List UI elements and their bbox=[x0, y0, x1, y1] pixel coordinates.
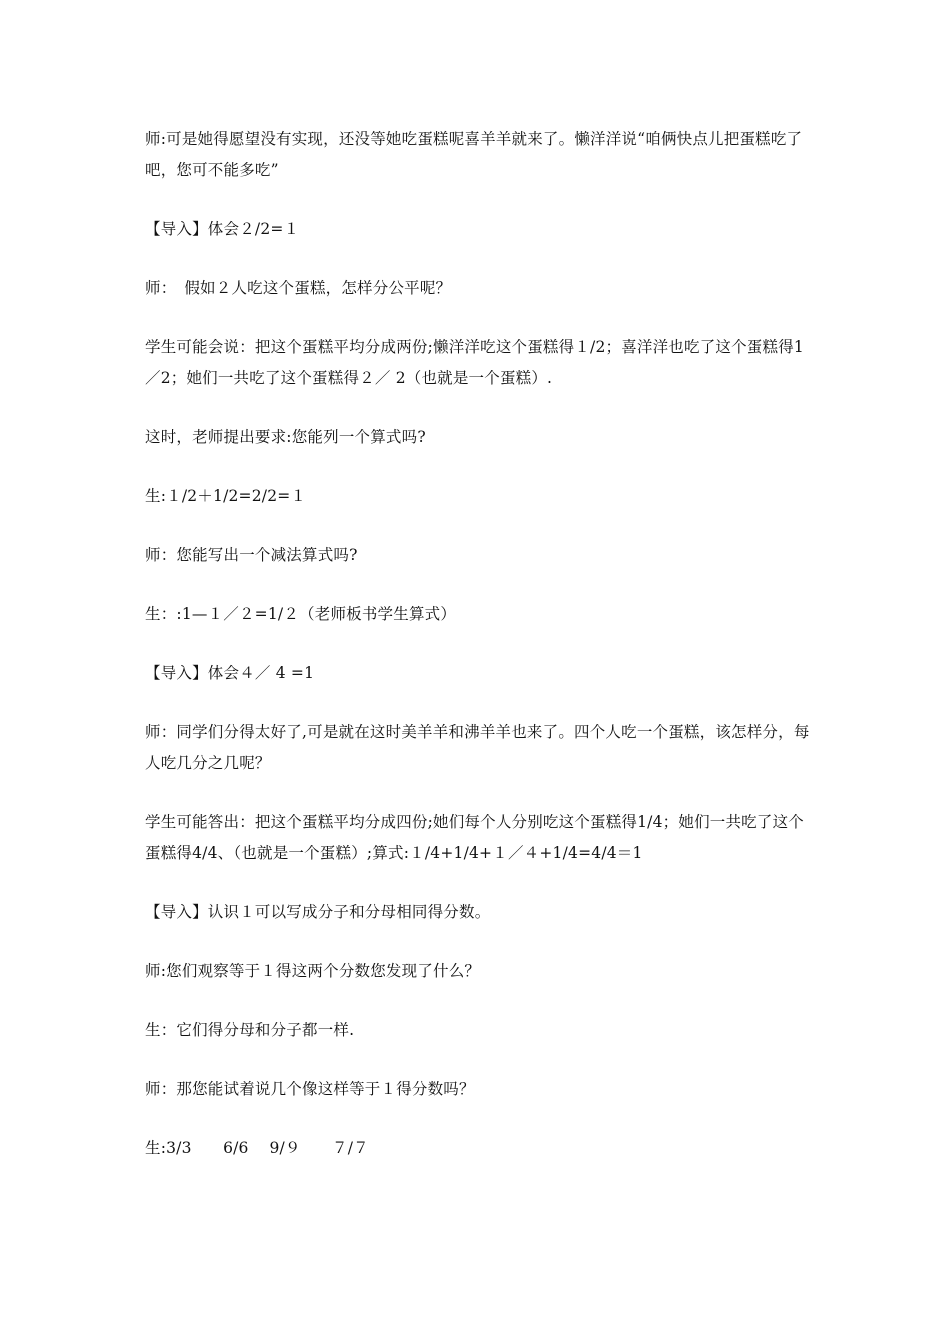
paragraph-teacher-subtraction: 师：您能写出一个减法算式吗? bbox=[145, 546, 358, 564]
paragraph-intro-2-2: 【导入】体会２/2=１ bbox=[145, 220, 300, 238]
paragraph-teacher-four-people: 师：同学们分得太好了,可是就在这时美羊羊和沸羊羊也来了。四个人吃一个蛋糕，该怎样分，每人吃几分之几呢？ bbox=[145, 723, 810, 772]
paragraph-teacher-wish: 师:可是她得愿望没有实现，还没等她吃蛋糕呢喜羊羊就来了。懒洋洋说“咱俩快点儿把蛋糕吃了吧，您可不能多吃” bbox=[145, 130, 803, 179]
paragraph-teacher-request: 这时，老师提出要求:您能列一个算式吗? bbox=[145, 428, 426, 446]
paragraph-teacher-question-two: 师： 假如２人吃这个蛋糕，怎样分公平呢？ bbox=[145, 279, 452, 297]
paragraph-student-subtraction: 生：:1—１／２=1/２（老师板书学生算式） bbox=[145, 605, 457, 623]
paragraph-intro-one-fraction: 【导入】认识１可以写成分子和分母相同得分数。 bbox=[145, 903, 491, 921]
paragraph-student-answer-halves: 学生可能会说：把这个蛋糕平均分成两份;懒洋洋吃这个蛋糕得１/2；喜洋洋也吃了这个蛋糕得1／2；她们一共吃了这个蛋糕得２／ 2（也就是一个蛋糕）. bbox=[145, 338, 804, 387]
paragraph-student-addition: 生:１/2＋1/2=2/2=１ bbox=[145, 487, 307, 505]
document-body bbox=[145, 124, 810, 1192]
paragraph-student-same: 生：它们得分母和分子都一样. bbox=[145, 1021, 355, 1039]
paragraph-teacher-observe: 师:您们观察等于１得这两个分数您发现了什么？ bbox=[145, 962, 481, 980]
paragraph-student-examples: 生:3/3 6/6 9/９ ７/７ bbox=[145, 1139, 369, 1157]
paragraph-student-answer-quarters: 学生可能答出：把这个蛋糕平均分成四份;她们每个人分别吃这个蛋糕得1/4；她们一共吃了这个蛋糕得4/4、（也就是一个蛋糕）;算式:１/4+1/4+１／４+1/4=4/4＝1 bbox=[145, 813, 804, 862]
paragraph-intro-4-4: 【导入】体会４／ 4 =1 bbox=[145, 664, 315, 682]
paragraph-teacher-examples: 师：那您能试着说几个像这样等于１得分数吗？ bbox=[145, 1080, 475, 1098]
